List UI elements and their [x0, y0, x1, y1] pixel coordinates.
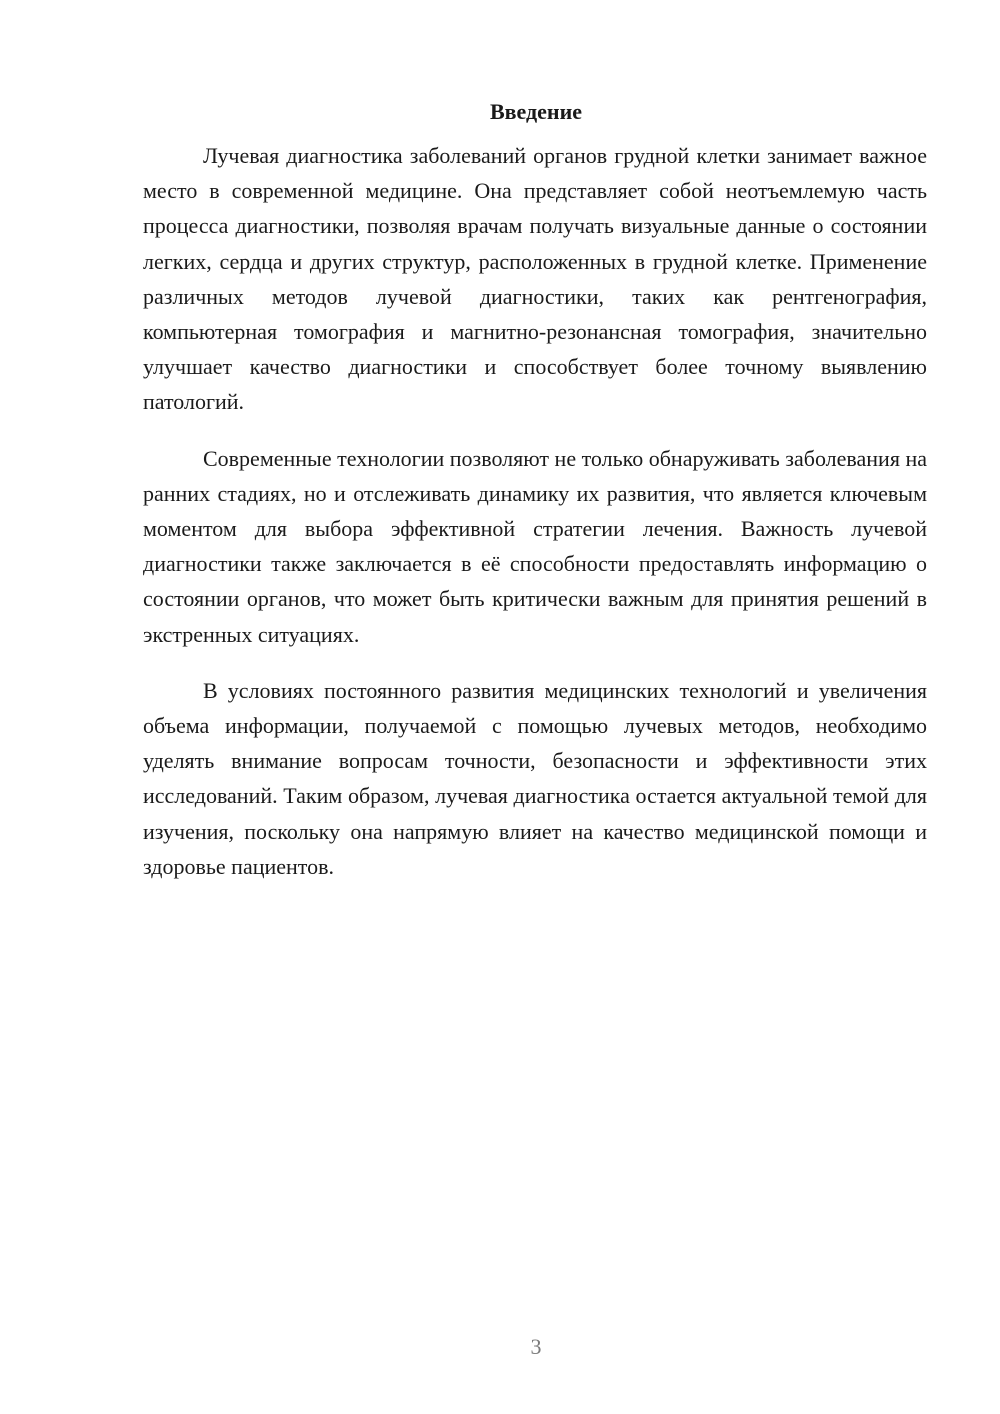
paragraph-2: Современные технологии позволяют не только обнаруживать заболевания на ранних стадиях, но и отслеживать динамику их развития, что является ключевым моментом для выбора эффективной стратегии лечения. Важность лучевой диагностики также заключается в её способности предоставлять информацию о состоянии органов, что может быть критически важным для принятия решений в экстренных ситуациях. — [143, 445, 927, 647]
page-number: 3 — [530, 1334, 542, 1359]
paragraph-3: В условиях постоянного развития медицинских технологий и увеличения объема информации, получаемой с помощью лучевых методов, необходимо уделять внимание вопросам точности, безопасности и эффективности этих исследований. Таким образом, лучевая диагностика остается актуальной темой для изучения, поскольку она напрямую влияет на качество медицинской помощи и здоровье пациентов. — [143, 677, 927, 879]
page-content — [143, 96, 927, 905]
paragraph-1: Лучевая диагностика заболеваний органов грудной клетки занимает важное место в современной медицине. Она представляет собой неотъемлемую часть процесса диагностики, позволяя врачам получать визуальные данные о состоянии легких, сердца и других структур, расположенных в грудной клетке. Применение различных методов лучевой диагностики, таких как рентгенография, компьютерная томография и магнитно-резонансная томография, значительно улучшает качество диагностики и способствует более точному выявлению патологий. — [143, 143, 927, 415]
section-heading: Введение — [489, 99, 583, 124]
